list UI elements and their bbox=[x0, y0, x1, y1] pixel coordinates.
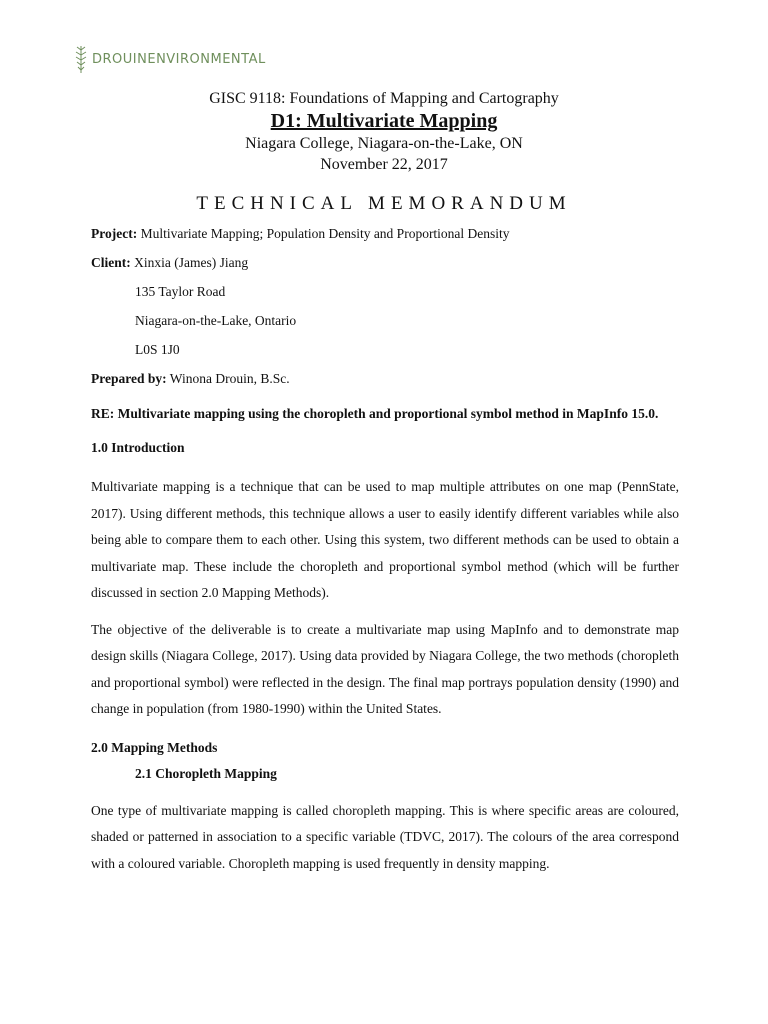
address-line-1: 135 Taylor Road bbox=[135, 284, 226, 299]
intro-paragraph-1: Multivariate mapping is a technique that can be used to map multiple attributes on one map (PennState, 2017). Using different methods, this technique allows a user to easily identify different variables while also being able to compare them to each other. Using this system, two different methods can be used to obtain a multivariate map. These include the choropleth and proportional symbol method (which will be further discussed in section 2.0 Mapping Methods). bbox=[91, 479, 679, 600]
client-field bbox=[91, 253, 679, 282]
address-line-3: L0S 1J0 bbox=[135, 342, 180, 357]
prepared-by-label: Prepared by: bbox=[91, 371, 167, 386]
logo-text: DROUINENVIRONMENTAL bbox=[92, 51, 266, 67]
course-title: GISC 9118: Foundations of Mapping and Cartography bbox=[209, 90, 559, 107]
document-date: November 22, 2017 bbox=[320, 156, 448, 173]
leaf-sprig-icon bbox=[74, 44, 88, 74]
company-logo bbox=[74, 44, 266, 74]
document-header bbox=[0, 89, 768, 175]
memo-heading: TECHNICAL MEMORANDUM bbox=[196, 193, 572, 214]
choropleth-heading: 2.1 Choropleth Mapping bbox=[135, 765, 277, 781]
prepared-by-field bbox=[91, 369, 679, 398]
client-value: Xinxia (James) Jiang bbox=[134, 255, 249, 270]
college-location: Niagara College, Niagara-on-the-Lake, ON bbox=[245, 135, 523, 152]
methods-heading: 2.0 Mapping Methods bbox=[91, 739, 218, 755]
project-value: Multivariate Mapping; Population Density and Proportional Density bbox=[140, 226, 510, 241]
memo-body bbox=[91, 224, 679, 877]
prepared-by-value: Winona Drouin, B.Sc. bbox=[169, 371, 290, 386]
client-label: Client: bbox=[91, 255, 131, 270]
project-field bbox=[91, 224, 679, 253]
address-line-2: Niagara-on-the-Lake, Ontario bbox=[135, 313, 297, 328]
re-line: RE: Multivariate mapping using the choropleth and proportional symbol method in MapInfo 15.0. bbox=[91, 406, 659, 421]
intro-paragraph-2: The objective of the deliverable is to create a multivariate map using MapInfo and to demonstrate map design skills (Niagara College, 2017). Using data provided by Niagara College, the two methods (choropleth and proportional symbol) were reflected in the design. The final map portrays population density (1990) and change in population (from 1980-1990) within the United States. bbox=[91, 621, 679, 716]
choropleth-paragraph: One type of multivariate mapping is called choropleth mapping. This is where specific areas are coloured, shaded or patterned in association to a specific variable (TDVC, 2017). The colours of the area correspond with a coloured variable. Choropleth mapping is used frequently in density mapping. bbox=[91, 802, 679, 871]
project-label: Project: bbox=[91, 226, 138, 241]
deliverable-title: D1: Multivariate Mapping bbox=[270, 110, 498, 132]
intro-heading: 1.0 Introduction bbox=[91, 440, 185, 455]
